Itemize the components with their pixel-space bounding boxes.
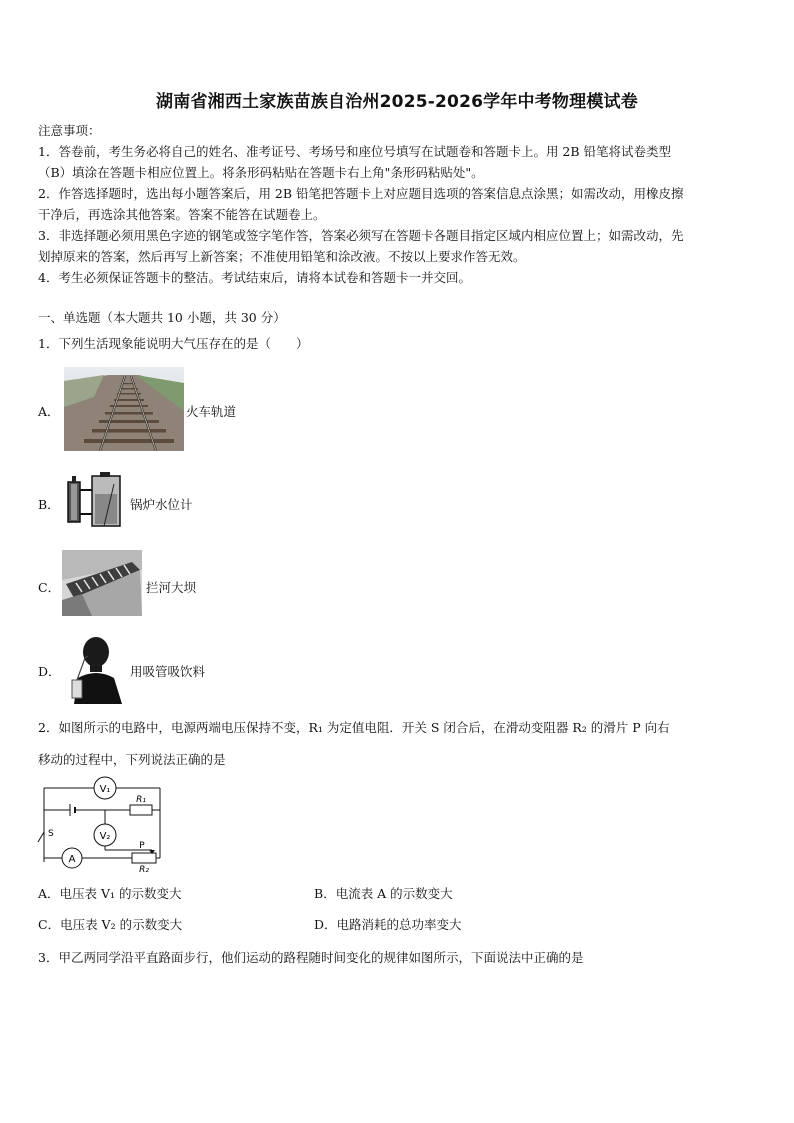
q1-option-b-label: B． bbox=[38, 497, 60, 512]
railway-track-image bbox=[64, 367, 184, 451]
q2-option-c-label: C． bbox=[38, 917, 61, 932]
q2-option-c-text: 电压表 V₂ 的示数变大 bbox=[60, 917, 183, 932]
notice-line-1: 1．答卷前，考生务必将自己的姓名、准考证号、考场号和座位号填写在试题卷和答题卡上。用 2B 铅笔将试卷类型 bbox=[38, 144, 672, 159]
q2-option-a-label: A． bbox=[38, 886, 60, 901]
exam-title: 湖南省湘西土家族苗族自治州2025-2026学年中考物理模试卷 bbox=[156, 92, 638, 112]
switch-s-label: S bbox=[48, 829, 54, 839]
notice-line-4: 干净后，再选涂其他答案。答案不能答在试题卷上。 bbox=[38, 207, 326, 222]
q1-option-a-text: 火车轨道 bbox=[186, 404, 237, 419]
notice-heading: 注意事项： bbox=[38, 123, 101, 138]
v1-symbol-label: V₁ bbox=[99, 784, 111, 795]
notice-line-5: 3．非选择题必须用黑色字迹的钢笔或签字笔作答，答案必须写在答题卡各题目指定区域内相应位置上；如需改动，先 bbox=[38, 228, 684, 243]
q2-option-b-text: 电流表 A 的示数变大 bbox=[335, 886, 453, 901]
q2-option-d bbox=[314, 915, 462, 933]
q1-stem: 1．下列生活现象能说明大气压存在的是（ ） bbox=[38, 336, 309, 351]
q1-option-d-text: 用吸管吸饮料 bbox=[130, 664, 206, 679]
q3-stem: 3．甲乙两同学沿平直路面步行，他们运动的路程随时间变化的规律如图所示，下面说法中正确的是 bbox=[38, 950, 584, 965]
dam-image bbox=[62, 550, 142, 616]
q1-option-d-label: D． bbox=[38, 664, 61, 679]
q1-option-c-text: 拦河大坝 bbox=[146, 580, 197, 595]
section-heading: 一、单选题（本大题共 10 小题，共 30 分） bbox=[38, 310, 286, 325]
child-straw-image bbox=[64, 632, 126, 704]
q1-option-a-label: A． bbox=[38, 404, 60, 419]
ammeter-symbol-label: A bbox=[68, 854, 76, 865]
notice-line-6: 划掉原来的答案，然后再写上新答案；不准使用铅笔和涂改液。不按以上要求作答无效。 bbox=[38, 249, 526, 264]
q2-option-d-label: D． bbox=[314, 917, 337, 932]
q1-option-b-text: 锅炉水位计 bbox=[130, 497, 193, 512]
q2-stem-line-1: 2．如图所示的电路中，电源两端电压保持不变，R₁ 为定值电阻．开关 S 闭合后，在滑动变阻器 R₂ 的滑片 P 向右 bbox=[38, 720, 670, 735]
q2-option-c bbox=[38, 915, 182, 933]
slider-p-label: P bbox=[139, 841, 145, 851]
circuit-diagram bbox=[34, 774, 170, 872]
q2-option-a bbox=[38, 884, 182, 902]
notice-line-7: 4．考生必须保证答题卡的整洁。考试结束后，请将本试卷和答题卡一并交回。 bbox=[38, 270, 471, 285]
q2-option-b bbox=[314, 884, 453, 902]
q1-option-c-label: C． bbox=[38, 580, 61, 595]
r2-label: R₂ bbox=[139, 865, 149, 872]
boiler-gauge-image bbox=[64, 470, 126, 530]
notice-line-2: （B）填涂在答题卡相应位置上。将条形码粘贴在答题卡右上角"条形码粘贴处"。 bbox=[38, 165, 484, 180]
q2-option-a-text: 电压表 V₁ 的示数变大 bbox=[59, 886, 182, 901]
v2-symbol-label: V₂ bbox=[99, 831, 111, 842]
q2-option-d-text: 电路消耗的总功率变大 bbox=[336, 917, 462, 932]
r1-label: R₁ bbox=[136, 795, 146, 805]
notice-line-3: 2．作答选择题时，选出每小题答案后，用 2B 铅笔把答题卡上对应题目选项的答案信息点涂黑；如需改动，用橡皮擦 bbox=[38, 186, 684, 201]
q2-stem-line-2: 移动的过程中，下列说法正确的是 bbox=[38, 752, 226, 767]
q2-option-b-label: B． bbox=[314, 886, 336, 901]
